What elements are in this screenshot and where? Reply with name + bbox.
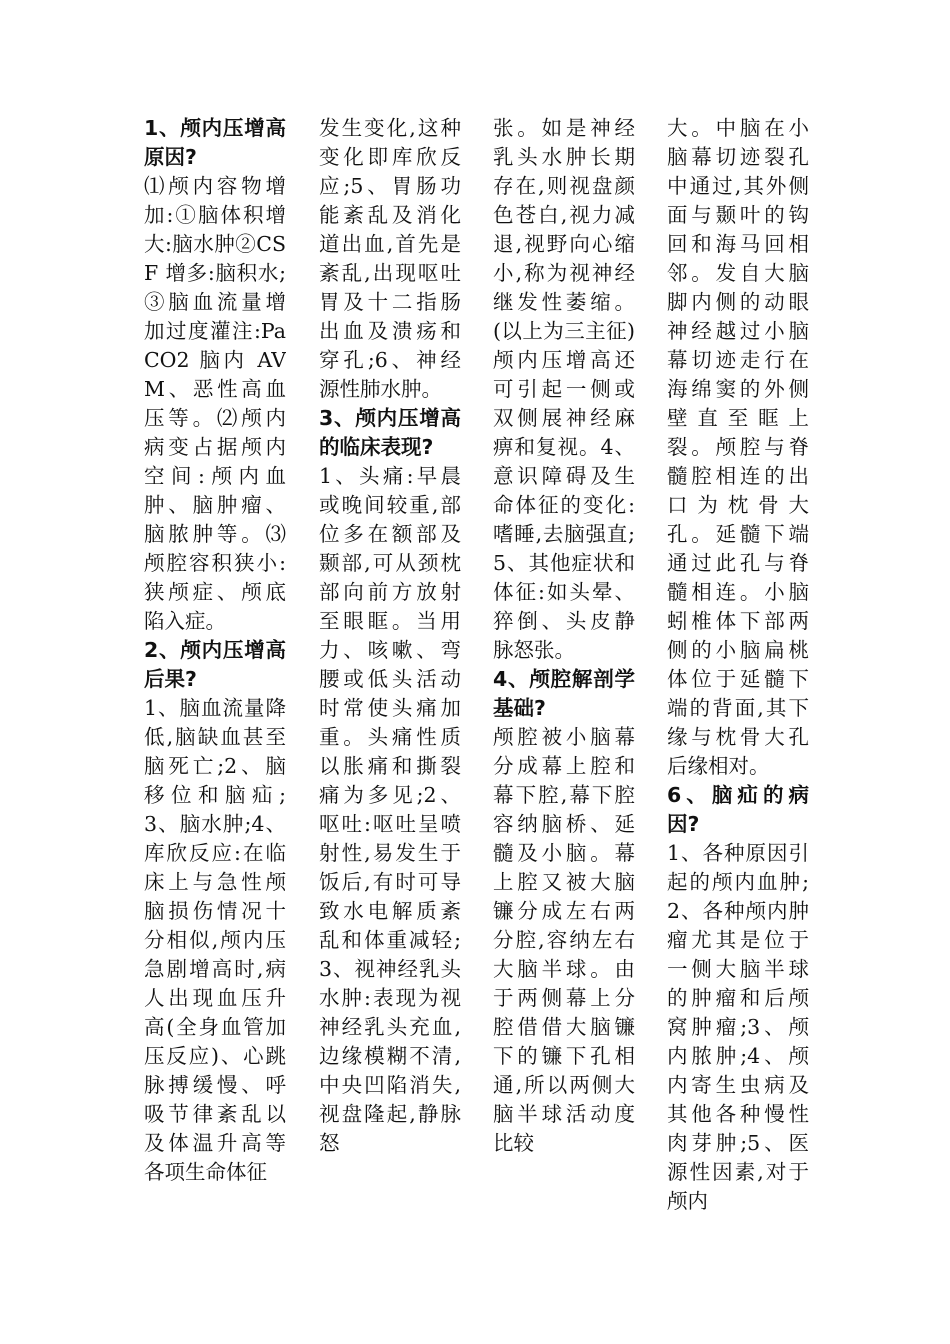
- paragraph-causes: ⑴颅内容物增加:①脑体积增大:脑水肿②CSF 增多:脑积水;③脑血流量增加过度灌注:PaCO2 脑内 AVM、恶性高血压等。⑵颅内病变占据颅内空间:颅内血肿、脑肿瘤、脑脓肿等。⑶ 颅腔容积狭小:狭颅症、颅底陷入症。: [144, 174, 286, 633]
- paragraph-cranial-anatomy: 颅腔被小脑幕分成幕上腔和幕下腔,幕下腔容纳脑桥、延髓及小脑。幕上腔又被大脑镰分成左右两分腔,容纳左右大脑半球。由于两侧幕上分腔借借大脑镰下的镰下孔相通,所以两侧大脑半球活动度比较: [493, 725, 635, 1155]
- paragraph-clinical-manifestations: 1、头痛:早晨或晚间较重,部位多在额部及颞部,可从颈枕部向前方放射至眼眶。当用力、咳嗽、弯腰或低头活动时常使头痛加重。头痛性质以胀痛和撕裂痛为多见;2、呕吐:呕吐呈喷射性,易发生于饭后,有时可导致水电解质紊乱和体重减轻;3、视神经乳头水肿:表现为视神经乳头充血,边缘模糊不清,中央凹陷消失,视盘隆起,静脉怒: [319, 464, 461, 1155]
- section-heading-intracranial-pressure-consequences: 2、颅内压增高后果?: [144, 638, 286, 691]
- paragraph-consequences: 1、脑血流量降低,脑缺血甚至脑死亡;2、脑移位和脑疝;3、脑水肿;4、库欣反应:在临床上与急性颅脑损伤情况十分相似,颅内压急剧增高时,病人出现血压升高(全身血管加压反应)、心跳脉搏缓慢、呼吸节律紊乱以及体温升高等各项生命体征: [144, 696, 286, 1184]
- text-column-2: [319, 114, 461, 1224]
- section-heading-herniation-causes: 6、脑疝的病因?: [667, 783, 809, 836]
- section-heading-intracranial-pressure-causes: 1、颅内压增高原因?: [144, 116, 286, 169]
- document-page: [144, 114, 810, 1224]
- section-heading-cranial-anatomy: 4、颅腔解剖学基础?: [493, 667, 635, 720]
- paragraph-herniation-causes: 1、各种原因引起的颅内血肿;2、各种颅内肿瘤尤其是位于一侧大脑半球的肿瘤和后颅窝肿瘤;3、颅内脓肿;4、颅内寄生虫病及其他各种慢性肉芽肿;5、医源性因素,对于颅内: [667, 841, 809, 1213]
- text-column-3: [493, 114, 635, 1224]
- paragraph-cranial-anatomy-continued: 大。中脑在小脑幕切迹裂孔中通过,其外侧面与颞叶的钩回和海马回相邻。发自大脑脚内侧的动眼神经越过小脑幕切迹走行在海绵窦的外侧壁直至眶上裂。颅腔与脊髓腔相连的出口为枕骨大孔。延髓下端通过此孔与脊髓相连。小脑蚓椎体下部两侧的小脑扁桃体位于延髓下端的背面,其下缘与枕骨大孔后缘相对。: [667, 116, 809, 778]
- text-column-1: [144, 114, 286, 1224]
- paragraph-consequences-continued: 发生变化,这种变化即库欣反应;5、胃肠功能紊乱及消化道出血,首先是紊乱,出现呕吐胃及十二指肠出血及溃疡和穿孔;6、神经源性肺水肿。: [319, 116, 461, 401]
- text-column-4: [667, 114, 809, 1224]
- paragraph-clinical-manifestations-continued: 张。如是神经乳头水肿长期存在,则视盘颜色苍白,视力减退,视野向心缩小,称为视神经继发性萎缩。(以上为三主征)颅内压增高还可引起一侧或双侧展神经麻痹和复视。4、意识障碍及生命体征的变化:嗜睡,去脑强直;5、其他症状和体征:如头晕、猝倒、头皮静脉怒张。: [493, 116, 635, 662]
- section-heading-clinical-manifestations: 3、颅内压增高的临床表现?: [319, 406, 461, 459]
